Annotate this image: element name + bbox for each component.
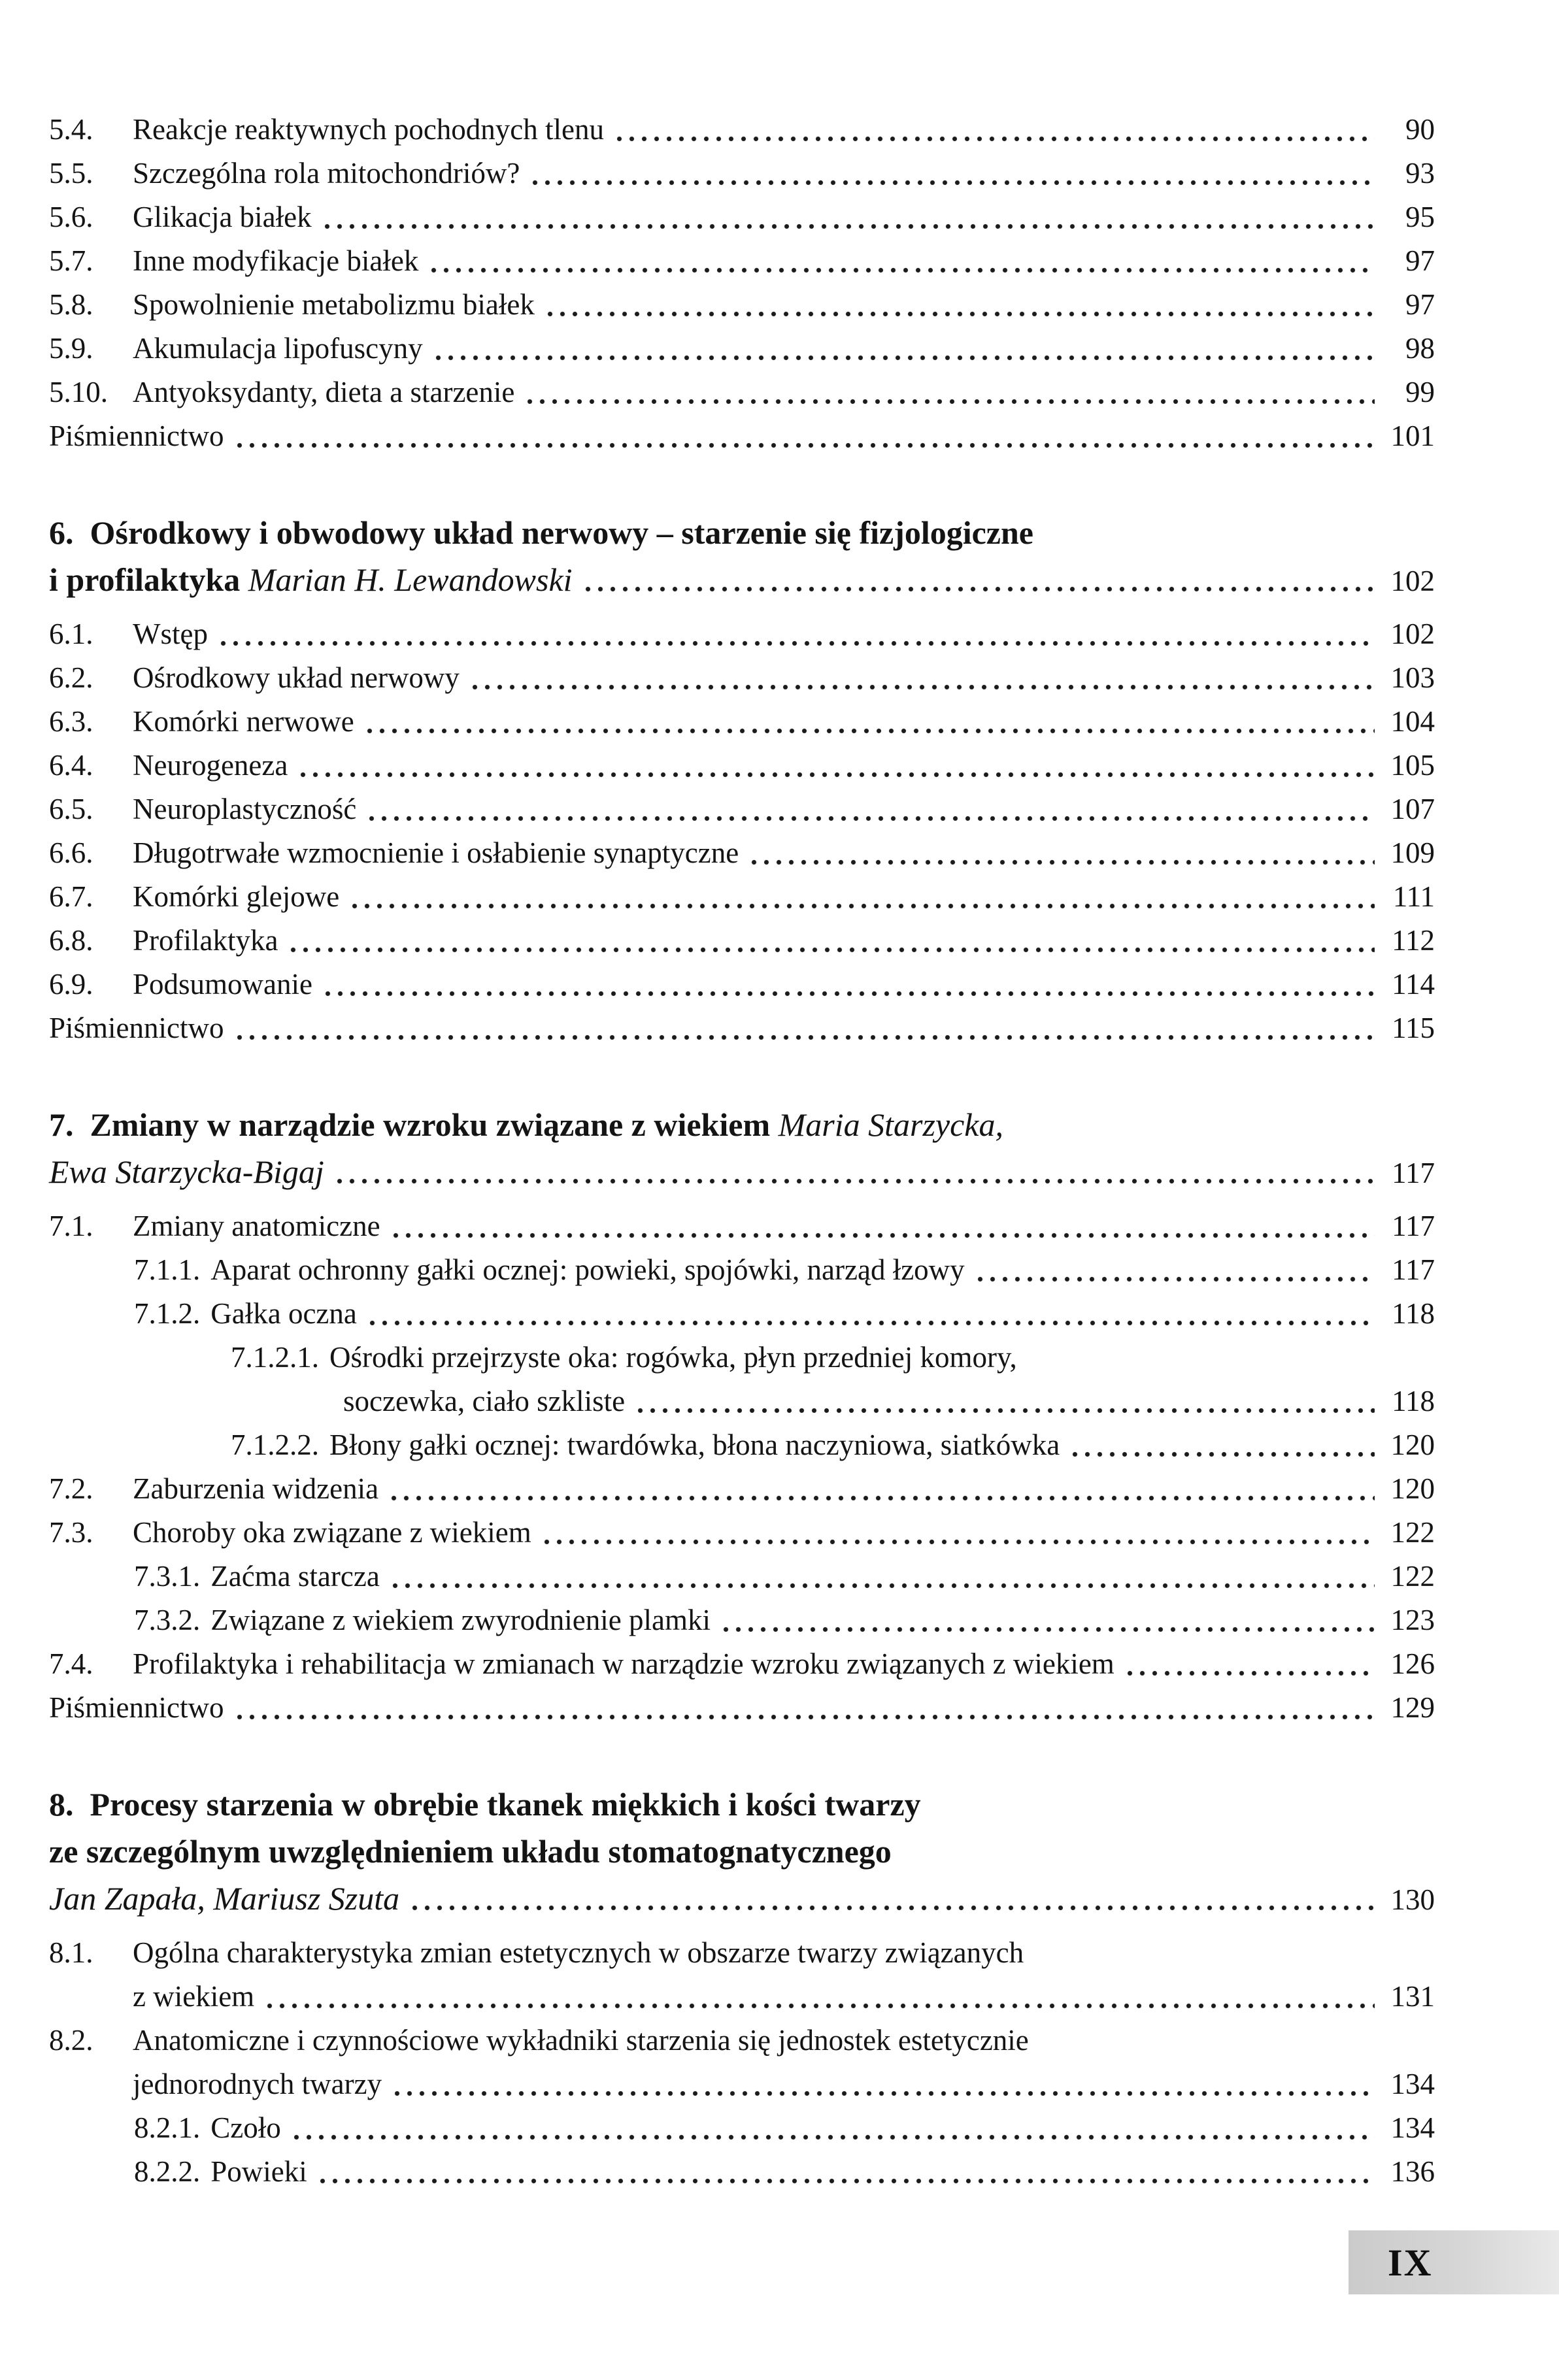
dot-leader	[333, 1148, 1375, 1195]
entry-number: 6.2.	[49, 661, 93, 694]
entry-number: 5.10.	[49, 376, 108, 408]
entry-label-segment: Profilaktyka	[133, 924, 278, 957]
entry-label	[329, 1336, 1017, 1380]
toc-section-6	[49, 509, 1435, 1050]
toc-entry	[49, 1423, 1435, 1467]
toc-entry	[49, 2150, 1435, 2194]
toc-entry	[49, 1555, 1435, 1598]
entry-label-segment: Gałka oczna	[210, 1297, 357, 1330]
entry-label-segment: soczewka, ciało szkliste	[343, 1385, 626, 1417]
entry-label-segment: Komórki nerwowe	[133, 705, 354, 738]
entry-number: 5.8.	[49, 288, 93, 321]
entry-label-segment: Piśmiennictwo	[49, 420, 224, 452]
entry-label	[133, 239, 418, 283]
entry-number: 6.1.	[49, 618, 93, 650]
entry-label-segment: Ośrodkowy układ nerwowy	[133, 661, 460, 694]
dot-leader	[321, 195, 1375, 239]
dot-leader	[217, 612, 1375, 656]
entry-label	[133, 283, 535, 327]
entry-page-number: 129	[1390, 1691, 1435, 1724]
entry-page-number: 97	[1405, 288, 1435, 321]
dot-leader	[366, 1292, 1375, 1336]
dot-leader	[365, 787, 1375, 831]
dot-leader	[582, 556, 1375, 603]
toc-heading-line	[49, 1828, 1435, 1875]
entry-number: 5.9.	[49, 332, 93, 365]
entry-number: 7.1.	[49, 1210, 93, 1242]
entry-label	[133, 1931, 1024, 1975]
entry-label-segment: Związane z wiekiem zwyrodnienie plamki	[210, 1604, 711, 1636]
dot-leader	[363, 700, 1375, 744]
entry-page-number: 126	[1390, 1647, 1435, 1680]
entry-label-segment: Neuroplastyczność	[133, 793, 357, 825]
dot-leader	[974, 1248, 1375, 1292]
entry-number: 8.2.2.	[134, 2155, 201, 2188]
entry-label-segment: Antyoksydanty, dieta a starzenie	[133, 376, 515, 408]
entry-page-number: 118	[1392, 1385, 1435, 1417]
toc-entry	[49, 1467, 1435, 1511]
entry-label	[133, 963, 312, 1006]
dot-leader	[233, 1006, 1375, 1050]
entry-page-number: 95	[1405, 201, 1435, 233]
toc-heading-line	[49, 1875, 1435, 1922]
toc-entry	[49, 2106, 1435, 2150]
entry-page-number: 90	[1405, 113, 1435, 146]
entry-label	[49, 1148, 324, 1195]
entry-label	[133, 831, 739, 875]
entry-number: 7.1.2.2.	[231, 1429, 319, 1461]
entry-page-number: 101	[1390, 420, 1435, 452]
dot-leader	[1069, 1423, 1375, 1467]
entry-number: 7.2.	[49, 1472, 93, 1505]
entry-label	[133, 700, 354, 744]
entry-label-segment: Szczególna rola mitochondriów?	[133, 157, 520, 190]
entry-label-segment: Komórki glejowe	[133, 880, 340, 913]
page-number-badge	[1349, 2230, 1559, 2294]
toc-entry	[49, 371, 1435, 414]
entry-number: 6.6.	[49, 836, 93, 869]
toc-section-5	[49, 108, 1435, 458]
entry-label-segment: ze szczególnym uwzględnieniem układu stomatognatycznego	[49, 1833, 892, 1870]
entry-page-number: 102	[1390, 565, 1435, 597]
toc-heading-line	[49, 556, 1435, 603]
entry-page-number: 111	[1392, 880, 1435, 913]
entry-page-number: 103	[1390, 661, 1435, 694]
entry-page-number: 136	[1390, 2155, 1435, 2188]
dot-leader	[389, 1555, 1375, 1598]
entry-label	[133, 656, 460, 700]
entry-label	[49, 556, 573, 603]
entry-number: 5.4.	[49, 113, 93, 146]
entry-number: 7.3.1.	[134, 1560, 201, 1593]
entry-label	[133, 787, 356, 831]
toc-entry	[49, 1248, 1435, 1292]
entry-label-segment: z wiekiem	[133, 1980, 255, 2013]
entry-number: 6.9.	[49, 968, 93, 1000]
entry-label	[133, 1642, 1115, 1686]
entry-label	[49, 1781, 921, 1828]
toc-entry	[49, 1642, 1435, 1686]
entry-number: 6.5.	[49, 793, 93, 825]
entry-label-segment: Wstęp	[133, 618, 208, 650]
entry-label-segment: Jan Zapała, Mariusz Szuta	[49, 1880, 400, 1917]
entry-number: 6.7.	[49, 880, 93, 913]
entry-number: 7.3.2.	[134, 1604, 201, 1636]
toc-heading-line	[49, 1781, 1435, 1828]
entry-label	[210, 1598, 711, 1642]
dot-leader	[388, 1467, 1375, 1511]
dot-leader	[348, 875, 1375, 919]
dot-leader	[290, 2106, 1375, 2150]
entry-page-number: 122	[1390, 1560, 1435, 1593]
entry-label	[133, 2019, 1029, 2062]
toc-entry	[49, 656, 1435, 700]
entry-page-number: 112	[1392, 924, 1435, 957]
entry-label	[133, 1511, 531, 1555]
dot-leader	[233, 1686, 1375, 1730]
entry-page-number: 118	[1392, 1297, 1435, 1330]
entry-label-segment: Neurogeneza	[133, 749, 288, 782]
entry-label-segment: 8. Procesy starzenia w obrębie tkanek miękkich i kości twarzy	[49, 1786, 921, 1823]
entry-label	[133, 1467, 378, 1511]
entry-label	[133, 612, 208, 656]
dot-leader	[391, 2062, 1375, 2106]
entry-page-number: 107	[1390, 793, 1435, 825]
entry-label-segment: Zaćma starcza	[210, 1560, 380, 1593]
entry-page-number: 105	[1390, 749, 1435, 782]
toc-entry	[49, 327, 1435, 371]
entry-page-number: 98	[1405, 332, 1435, 365]
entry-number: 6.4.	[49, 749, 93, 782]
entry-number: 7.1.2.1.	[231, 1341, 319, 1374]
entry-number: 6.8.	[49, 924, 93, 957]
entry-label-segment: i profilaktyka	[49, 561, 248, 598]
entry-label	[343, 1380, 625, 1423]
entry-page-number: 117	[1392, 1253, 1435, 1286]
entry-page-number: 130	[1390, 1883, 1435, 1916]
entry-label-segment: Profilaktyka i rehabilitacja w zmianach w narządzie wzroku związanych z wiekiem	[133, 1647, 1115, 1680]
entry-label	[133, 875, 339, 919]
entry-page-number: 115	[1392, 1012, 1435, 1044]
toc-entry	[49, 612, 1435, 656]
toc-entry	[49, 1336, 1435, 1380]
entry-page-number: 102	[1390, 618, 1435, 650]
toc-entry	[49, 700, 1435, 744]
toc-section-7	[49, 1101, 1435, 1730]
entry-label	[133, 919, 278, 963]
entry-label	[210, 2150, 307, 2194]
entry-label-segment: Zmiany anatomiczne	[133, 1210, 380, 1242]
dot-leader	[634, 1380, 1375, 1423]
dot-leader	[544, 283, 1375, 327]
entry-label	[133, 371, 514, 414]
dot-leader	[748, 831, 1375, 875]
entry-page-number: 120	[1390, 1472, 1435, 1505]
entry-label	[210, 2106, 281, 2150]
entry-label-segment: Ewa Starzycka-Bigaj	[49, 1153, 324, 1190]
entry-label	[49, 1686, 224, 1730]
entry-page-number: 122	[1390, 1516, 1435, 1549]
entry-label	[49, 414, 224, 458]
toc-entry	[49, 2062, 1435, 2106]
toc-entry	[49, 963, 1435, 1006]
entry-number: 8.1.	[49, 1936, 93, 1969]
toc-entry	[49, 919, 1435, 963]
entry-label	[133, 108, 604, 152]
entry-label	[133, 1204, 380, 1248]
entry-label	[133, 152, 520, 195]
toc	[49, 108, 1435, 2194]
toc-entry	[49, 1380, 1435, 1423]
entry-label-segment: Aparat ochronny gałki ocznej: powieki, spojówki, narząd łzowy	[210, 1253, 965, 1286]
entry-label	[49, 1101, 1003, 1148]
entry-label-segment: Ośrodki przejrzyste oka: rogówka, płyn przedniej komory,	[329, 1341, 1017, 1374]
entry-number: 7.4.	[49, 1647, 93, 1680]
toc-entry	[49, 1686, 1435, 1730]
entry-number: 8.2.1.	[134, 2111, 201, 2144]
toc-entry	[49, 744, 1435, 787]
dot-leader	[287, 919, 1375, 963]
dot-leader	[1124, 1642, 1375, 1686]
toc-entry	[49, 414, 1435, 458]
entry-label-segment: Marian H. Lewandowski	[248, 561, 573, 598]
dot-leader	[720, 1598, 1375, 1642]
entry-label	[49, 509, 1033, 556]
toc-entry	[49, 1204, 1435, 1248]
toc-entry	[49, 1006, 1435, 1050]
entry-label-segment: Spowolnienie metabolizmu białek	[133, 288, 535, 321]
entry-label-segment: jednorodnych twarzy	[133, 2068, 382, 2100]
toc-entry	[49, 2019, 1435, 2062]
dot-leader	[409, 1875, 1375, 1922]
toc-entry	[49, 283, 1435, 327]
entry-number: 6.3.	[49, 705, 93, 738]
entry-page-number: 117	[1392, 1157, 1435, 1189]
entry-label	[133, 1975, 254, 2019]
entry-page-number: 97	[1405, 244, 1435, 277]
entry-label	[133, 327, 423, 371]
entry-number: 5.7.	[49, 244, 93, 277]
dot-leader	[613, 108, 1375, 152]
entry-label-segment: Piśmiennictwo	[49, 1691, 224, 1724]
toc-entry	[49, 1292, 1435, 1336]
entry-page-number: 117	[1392, 1210, 1435, 1242]
toc-entry	[49, 831, 1435, 875]
entry-page-number: 114	[1392, 968, 1435, 1000]
entry-label-segment: Reakcje reaktywnych pochodnych tlenu	[133, 113, 604, 146]
entry-label-segment: Glikacja białek	[133, 201, 312, 233]
entry-label-segment: Podsumowanie	[133, 968, 312, 1000]
toc-entry	[49, 152, 1435, 195]
entry-label	[329, 1423, 1060, 1467]
dot-leader	[233, 414, 1375, 458]
entry-label-segment: 6. Ośrodkowy i obwodowy układ nerwowy – starzenie się fizjologiczne	[49, 514, 1033, 551]
toc-heading-line	[49, 1148, 1435, 1195]
toc-section-8	[49, 1781, 1435, 2194]
entry-label-segment: Powieki	[210, 2155, 307, 2188]
entry-label-segment: Zaburzenia widzenia	[133, 1472, 379, 1505]
entry-label	[133, 2062, 382, 2106]
entry-label-segment: Anatomiczne i czynnościowe wykładniki starzenia się jednostek estetycznie	[133, 2024, 1029, 2057]
entry-label-segment: 7. Zmiany w narządzie wzroku związane z wiekiem	[49, 1106, 779, 1143]
toc-heading-line	[49, 1101, 1435, 1148]
dot-leader	[541, 1511, 1375, 1555]
entry-label	[133, 195, 312, 239]
entry-label-segment: Piśmiennictwo	[49, 1012, 224, 1044]
entry-page-number: 109	[1390, 836, 1435, 869]
entry-label-segment: Choroby oka związane z wiekiem	[133, 1516, 531, 1549]
entry-label	[210, 1292, 357, 1336]
toc-entry	[49, 875, 1435, 919]
toc-entry	[49, 787, 1435, 831]
entry-page-number: 134	[1390, 2068, 1435, 2100]
entry-label-segment: Błony gałki ocznej: twardówka, błona naczyniowa, siatkówka	[329, 1429, 1060, 1461]
entry-page-number: 123	[1390, 1604, 1435, 1636]
entry-page-number: 131	[1390, 1980, 1435, 2013]
dot-leader	[427, 239, 1375, 283]
entry-label	[49, 1875, 399, 1922]
entry-number: 8.2.	[49, 2024, 93, 2057]
dot-leader	[469, 656, 1375, 700]
entry-label-segment: Inne modyfikacje białek	[133, 244, 419, 277]
toc-entry	[49, 1598, 1435, 1642]
dot-leader	[529, 152, 1375, 195]
entry-number: 7.1.2.	[134, 1297, 201, 1330]
entry-page-number: 93	[1405, 157, 1435, 190]
entry-number: 5.5.	[49, 157, 93, 190]
toc-entry	[49, 195, 1435, 239]
dot-leader	[524, 371, 1375, 414]
dot-leader	[263, 1975, 1375, 2019]
toc-heading-line	[49, 509, 1435, 556]
entry-number: 7.3.	[49, 1516, 93, 1549]
entry-page-number: 120	[1390, 1429, 1435, 1461]
toc-entry	[49, 1975, 1435, 2019]
dot-leader	[316, 2150, 1375, 2194]
entry-label-segment: Czoło	[210, 2111, 281, 2144]
dot-leader	[297, 744, 1375, 787]
entry-number: 7.1.1.	[134, 1253, 201, 1286]
page-number-roman: IX	[1388, 2241, 1433, 2284]
dot-leader	[322, 963, 1375, 1006]
toc-entry	[49, 239, 1435, 283]
entry-label-segment: Długotrwałe wzmocnienie i osłabienie synaptyczne	[133, 836, 739, 869]
entry-label	[133, 744, 288, 787]
entry-page-number: 134	[1390, 2111, 1435, 2144]
entry-page-number: 99	[1405, 376, 1435, 408]
entry-number: 5.6.	[49, 201, 93, 233]
entry-label	[49, 1006, 224, 1050]
entry-label-segment: Maria Starzycka,	[778, 1106, 1003, 1143]
toc-entry	[49, 108, 1435, 152]
entry-label	[210, 1555, 380, 1598]
entry-label-segment: Ogólna charakterystyka zmian estetycznych w obszarze twarzy związanych	[133, 1936, 1024, 1969]
entry-page-number: 104	[1390, 705, 1435, 738]
entry-label-segment: Akumulacja lipofuscyny	[133, 332, 423, 365]
toc-entry	[49, 1931, 1435, 1975]
entry-label	[49, 1828, 892, 1875]
dot-leader	[432, 327, 1375, 371]
toc-entry	[49, 1511, 1435, 1555]
dot-leader	[390, 1204, 1375, 1248]
entry-label	[210, 1248, 964, 1292]
